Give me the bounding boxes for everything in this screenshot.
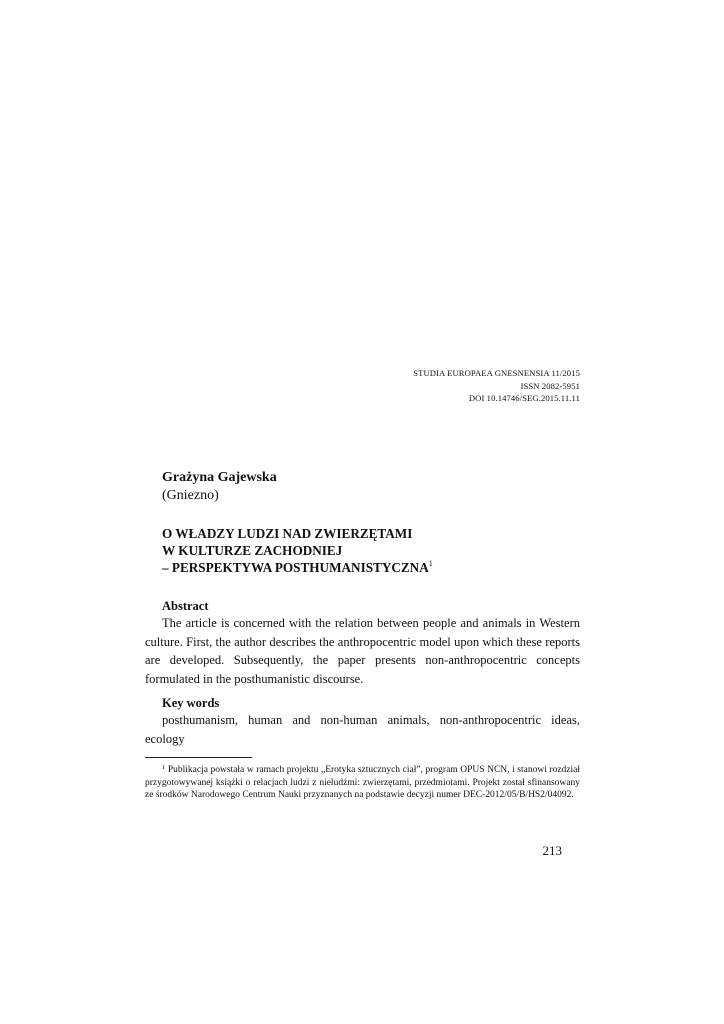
author-name: Grażyna Gajewska (162, 470, 277, 485)
page-number: 213 (542, 843, 562, 858)
footnote-divider (145, 757, 252, 758)
footnote (145, 764, 580, 802)
title-footnote-marker[interactable]: 1 (428, 559, 433, 568)
abstract-text: The article is concerned with the relation between people and animals in Western culture. First, the author describes the anthropocentric model upon which these reports are developed. Subsequently, the paper presents non-anthropocentric concepts formulated in the posthumanistic discourse. (145, 616, 580, 686)
keywords-text: posthumanism, human and non-human animals, non-anthropocentric ideas, ecology (145, 713, 580, 746)
article-title-line-2: W KULTURZE ZACHODNIEJ (162, 543, 343, 558)
article-title-line-1: O WŁADZY LUDZI NAD ZWIERZĘTAMI (162, 526, 413, 541)
journal-issn: ISSN 2082-5951 (520, 380, 580, 391)
author-block (162, 469, 277, 505)
article-title-line-3-text: – PERSPEKTYWA POSTHUMANISTYCZNA (162, 560, 429, 575)
author-affiliation: (Gniezno) (162, 488, 219, 503)
article-title (162, 525, 433, 576)
journal-header (413, 367, 580, 405)
footnote-marker: 1 (162, 764, 166, 771)
journal-title: STUDIA EUROPAEA GNESNENSIA 11/2015 (413, 368, 580, 378)
abstract-heading: Abstract (162, 599, 209, 613)
article-title-line-3 (162, 559, 433, 576)
keywords-heading: Key words (162, 696, 220, 710)
footnote-text: Publikacja powstała w ramach projektu „Erotyka sztucznych ciał”, program OPUS NCN, i stanowi rozdział przygotowywanej książki o relacjach ludzi z nieludźmi: zwierzętami, przedmiotami. Projekt został sfinansowany ze środków Narodowego Centrum Nauki przyznanych na podstawie decyzji numer DEC-2012/05/B/HS2/04092. (145, 765, 581, 801)
journal-doi: DOI 10.14746/SEG.2015.11.11 (468, 393, 580, 403)
